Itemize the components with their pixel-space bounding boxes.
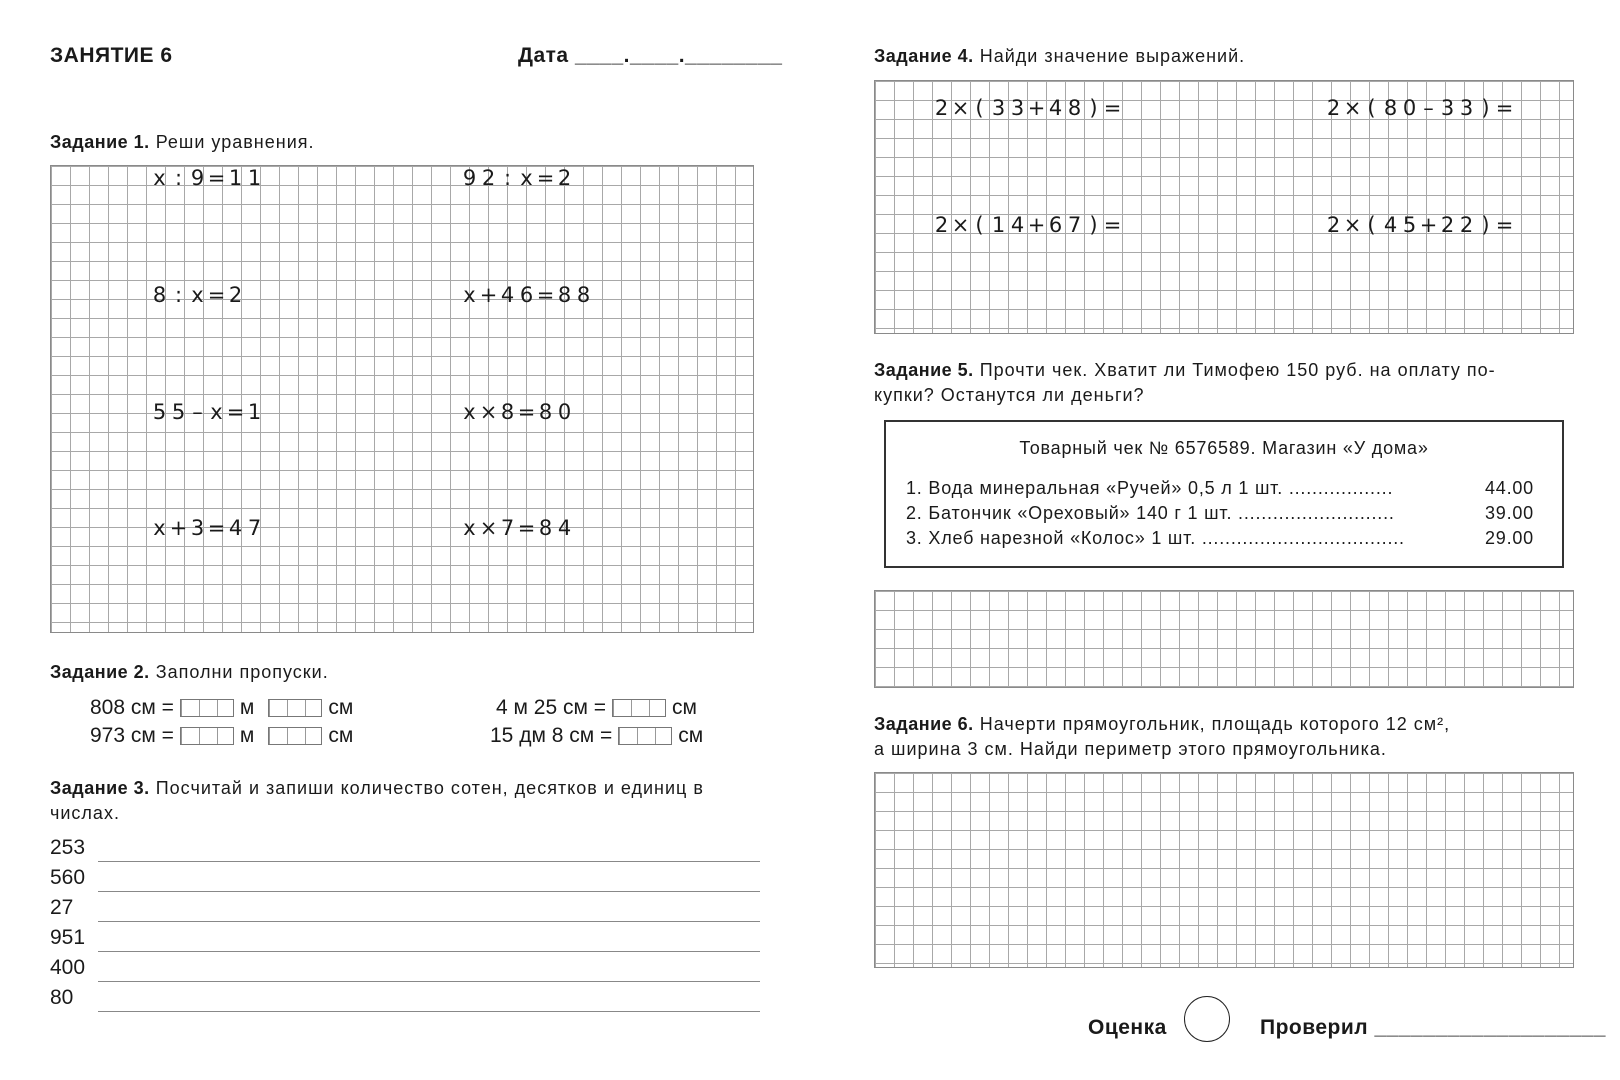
expression <box>1324 96 1514 120</box>
equation-char: 8 <box>152 283 167 307</box>
equation-char: : <box>174 166 183 190</box>
conversion-row <box>490 724 703 748</box>
number-value: 560 <box>50 866 86 889</box>
expression-char: 2 <box>934 213 949 237</box>
expression-char: ) <box>1089 96 1098 120</box>
number-row <box>50 832 760 862</box>
number-value: 951 <box>50 926 86 949</box>
equation-char: x <box>463 400 476 424</box>
task5-text-cont: купки? Останутся ли деньги? <box>874 385 1145 405</box>
task4-heading <box>874 44 1245 69</box>
equation-char: 4 <box>500 283 515 307</box>
receipt-item-price: 39.00 <box>1484 503 1534 523</box>
expression <box>932 213 1122 237</box>
equation-char: × <box>479 400 498 424</box>
equation-char: 1 <box>247 166 262 190</box>
answer-line[interactable] <box>98 1011 760 1012</box>
receipt-item-price: 29.00 <box>1484 528 1534 548</box>
expression-char: 8 <box>1383 96 1398 120</box>
equation-char: = <box>517 516 536 540</box>
equation-char: 8 <box>576 283 591 307</box>
equation-char: 0 <box>557 400 572 424</box>
equation-char: : <box>503 166 512 190</box>
equation-char: 1 <box>247 400 262 424</box>
expression-char: × <box>1343 96 1362 120</box>
conversion-expression: 973 см = <box>90 724 174 747</box>
equation-char: x <box>153 166 166 190</box>
equation-char: 2 <box>481 166 496 190</box>
task3-label: Задание 3. <box>50 778 150 798</box>
equation-char: × <box>479 516 498 540</box>
equation-char: 6 <box>519 283 534 307</box>
equation-char: 1 <box>228 166 243 190</box>
task5-label: Задание 5. <box>874 360 974 380</box>
equation-char: 8 <box>538 516 553 540</box>
conversion-expression: 4 м 25 см = <box>496 696 607 719</box>
expression-char: 2 <box>934 96 949 120</box>
expression-char: 2 <box>1326 96 1341 120</box>
equation-char: 9 <box>462 166 477 190</box>
equation-char: 7 <box>247 516 262 540</box>
expression-char: 0 <box>1402 96 1417 120</box>
expression-char: = <box>1103 213 1122 237</box>
receipt-item-price: 44.00 <box>1484 478 1534 498</box>
expression-char: 3 <box>1010 96 1025 120</box>
equation-char: + <box>169 516 188 540</box>
number-row <box>50 862 760 892</box>
receipt-item <box>906 503 1534 527</box>
lesson-title: ЗАНЯТИЕ 6 <box>50 44 173 67</box>
equation-char: 8 <box>500 400 515 424</box>
equation <box>460 283 593 307</box>
expression-char: × <box>951 96 970 120</box>
task6-heading <box>874 712 1580 762</box>
conversion-row <box>496 696 697 720</box>
task1-heading <box>50 130 315 155</box>
number-row <box>50 982 760 1012</box>
task6-text: Начерти прямоугольник, площадь которого 12 см², <box>979 714 1451 734</box>
equation <box>150 516 264 540</box>
expression-char: ) <box>1481 96 1490 120</box>
equation-char: 3 <box>190 516 205 540</box>
expression-char: 6 <box>1048 213 1063 237</box>
equation-char: 8 <box>538 400 553 424</box>
expression <box>932 96 1122 120</box>
task6-label: Задание 6. <box>874 714 974 734</box>
expression-char: ) <box>1481 213 1490 237</box>
task5-grid[interactable] <box>874 590 1574 688</box>
expression-char: + <box>1027 96 1046 120</box>
expression-char: 4 <box>1048 96 1063 120</box>
expression-char: 2 <box>1459 213 1474 237</box>
conversion-expression: 808 см = <box>90 696 174 719</box>
expression-char: 3 <box>1459 96 1474 120</box>
receipt-item <box>906 528 1534 552</box>
answer-box[interactable] <box>268 727 322 745</box>
receipt <box>884 420 1564 568</box>
task4-text: Найди значение выражений. <box>979 46 1246 66</box>
expression-char: – <box>1423 96 1434 120</box>
equation <box>150 400 264 424</box>
number-row <box>50 952 760 982</box>
equation-char: x <box>191 283 204 307</box>
equation-char: = <box>226 400 245 424</box>
task5-text: Прочти чек. Хватит ли Тимофею 150 руб. на оплату по- <box>979 360 1496 380</box>
expression-char: ( <box>1367 213 1376 237</box>
number-value: 400 <box>50 956 86 979</box>
expression-char: 3 <box>1440 96 1455 120</box>
expression-char: 2 <box>1326 213 1341 237</box>
expression-char: 7 <box>1067 213 1082 237</box>
date-field[interactable]: Дата ____.____.________ <box>518 44 783 67</box>
expression-char: + <box>1027 213 1046 237</box>
grade-circle[interactable] <box>1184 996 1230 1042</box>
receipt-item-text: 2. Батончик «Ореховый» 140 г 1 шт. ........................... <box>906 503 1395 523</box>
expression-char: × <box>951 213 970 237</box>
equation-char: 4 <box>557 516 572 540</box>
task6-grid[interactable] <box>874 772 1574 968</box>
expression-char: = <box>1495 213 1514 237</box>
number-row <box>50 892 760 922</box>
expression-char: 2 <box>1440 213 1455 237</box>
equation-char: = <box>207 166 226 190</box>
equation-char: : <box>174 283 183 307</box>
expression-char: ( <box>975 96 984 120</box>
number-value: 27 <box>50 896 74 919</box>
equation-char: = <box>536 283 555 307</box>
equation-char: 9 <box>190 166 205 190</box>
equation-char: x <box>153 516 166 540</box>
equation-char: x <box>463 516 476 540</box>
equation-char: + <box>479 283 498 307</box>
equation-char: = <box>207 516 226 540</box>
unit-label: м <box>239 696 255 719</box>
equation <box>460 516 574 540</box>
expression-char: 4 <box>1383 213 1398 237</box>
task6-text-cont: а ширина 3 см. Найди периметр этого прямоугольника. <box>874 739 1387 759</box>
equation-char: x <box>210 400 223 424</box>
task1-grid[interactable] <box>50 165 754 633</box>
unit-label: м <box>239 724 255 747</box>
unit-label: см <box>678 724 704 747</box>
task5-heading <box>874 358 1580 408</box>
unit-label: см <box>672 696 697 719</box>
equation-char: 5 <box>152 400 167 424</box>
equation-char: 2 <box>228 283 243 307</box>
expression <box>1324 213 1514 237</box>
expression-char: = <box>1103 96 1122 120</box>
expression-char: 4 <box>1010 213 1025 237</box>
expression-char: 8 <box>1067 96 1082 120</box>
receipt-item-text: 3. Хлеб нарезной «Колос» 1 шт. ................................... <box>906 528 1405 548</box>
task3-heading <box>50 776 760 826</box>
answer-box[interactable] <box>618 727 672 745</box>
equation <box>460 166 574 190</box>
receipt-item <box>906 478 1534 502</box>
expression-char: = <box>1495 96 1514 120</box>
equation-char: x <box>520 166 533 190</box>
expression-char: ) <box>1089 213 1098 237</box>
task2-text: Заполни пропуски. <box>155 662 329 682</box>
checked-by-field[interactable]: Проверил ___________________ <box>1260 1016 1606 1039</box>
unit-label: см <box>328 696 354 719</box>
number-row <box>50 922 760 952</box>
task2-label: Задание 2. <box>50 662 150 682</box>
task4-label: Задание 4. <box>874 46 974 66</box>
equation <box>150 283 245 307</box>
task1-text: Реши уравнения. <box>155 132 315 152</box>
expression-char: + <box>1419 213 1438 237</box>
conversion-row <box>90 724 353 748</box>
expression-char: 5 <box>1402 213 1417 237</box>
equation <box>460 400 574 424</box>
unit-label: см <box>328 724 354 747</box>
equation-char: 2 <box>557 166 572 190</box>
equation-char: 7 <box>500 516 515 540</box>
expression-char: 1 <box>991 213 1006 237</box>
receipt-item-text: 1. Вода минеральная «Ручей» 0,5 л 1 шт. .................. <box>906 478 1394 498</box>
expression-char: ( <box>1367 96 1376 120</box>
task2-heading <box>50 660 329 685</box>
task1-label: Задание 1. <box>50 132 150 152</box>
equation-char: = <box>517 400 536 424</box>
equation <box>150 166 264 190</box>
number-value: 253 <box>50 836 86 859</box>
answer-box[interactable] <box>612 699 666 717</box>
conversion-expression: 15 дм 8 см = <box>490 724 613 747</box>
answer-box[interactable] <box>268 699 322 717</box>
equation-char: = <box>207 283 226 307</box>
task3-text-cont: числах. <box>50 803 120 823</box>
answer-box[interactable] <box>180 727 234 745</box>
answer-box[interactable] <box>180 699 234 717</box>
number-value: 80 <box>50 986 74 1009</box>
equation-char: 5 <box>171 400 186 424</box>
grade-label: Оценка <box>1088 1016 1167 1039</box>
expression-char: ( <box>975 213 984 237</box>
equation-char: x <box>463 283 476 307</box>
equation-char: = <box>536 166 555 190</box>
expression-char: 3 <box>991 96 1006 120</box>
equation-char: 8 <box>557 283 572 307</box>
expression-char: × <box>1343 213 1362 237</box>
equation-char: – <box>192 400 203 424</box>
task3-text: Посчитай и запиши количество сотен, десятков и единиц в <box>155 778 704 798</box>
conversion-row <box>90 696 353 720</box>
equation-char: 4 <box>228 516 243 540</box>
receipt-title: Товарный чек № 6576589. Магазин «У дома» <box>1019 438 1429 458</box>
